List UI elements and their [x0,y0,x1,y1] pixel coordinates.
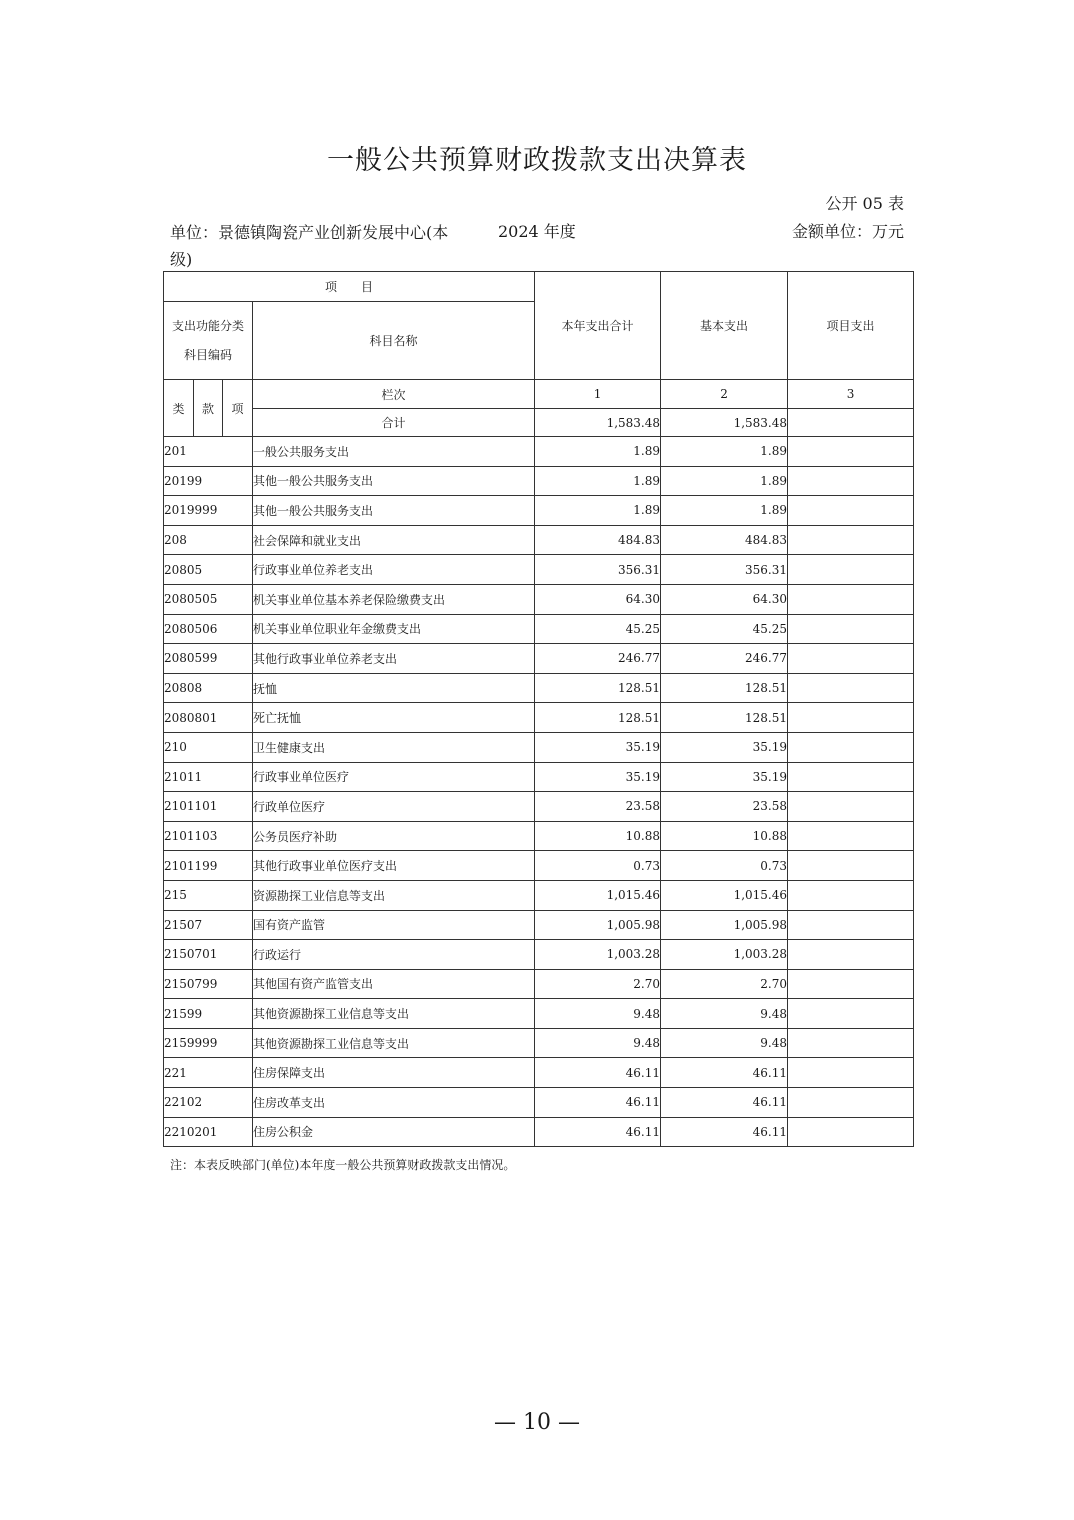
page-number: — 10 — [494,1410,580,1435]
row-name: 行政运行 [253,940,535,970]
row-basic: 10.88 [661,821,788,851]
table-row [164,644,914,674]
row-total: 64.30 [535,584,661,614]
row-total: 23.58 [535,792,661,822]
header-xiang: 项 [223,380,253,437]
row-project [788,614,914,644]
row-total: 128.51 [535,673,661,703]
row-project [788,880,914,910]
row-name: 行政事业单位养老支出 [253,555,535,585]
row-name: 死亡抚恤 [253,703,535,733]
table-row [164,732,914,762]
row-project [788,821,914,851]
row-project [788,644,914,674]
row-code: 21599 [164,999,253,1029]
header-func-code [164,302,253,380]
footnote: 注：本表反映部门(单位)本年度一般公共预算财政拨款支出情况。 [170,1158,516,1172]
row-basic: 46.11 [661,1058,788,1088]
row-code: 2101103 [164,821,253,851]
total-amount: 1,583.48 [535,409,661,437]
row-name: 其他行政事业单位医疗支出 [253,851,535,881]
row-name: 住房改革支出 [253,1088,535,1118]
row-basic: 23.58 [661,792,788,822]
row-total: 10.88 [535,821,661,851]
row-name: 其他行政事业单位养老支出 [253,644,535,674]
row-basic: 356.31 [661,555,788,585]
row-code: 2080599 [164,644,253,674]
row-total: 46.11 [535,1058,661,1088]
table-row [164,1028,914,1058]
total-label: 合计 [253,409,535,437]
row-code: 2019999 [164,496,253,526]
row-basic: 128.51 [661,673,788,703]
header-project-col: 项目支出 [788,272,914,380]
row-name: 机关事业单位职业年金缴费支出 [253,614,535,644]
row-total: 1.89 [535,437,661,467]
row-name: 社会保障和就业支出 [253,525,535,555]
row-total: 1,003.28 [535,940,661,970]
row-code: 2080506 [164,614,253,644]
row-project [788,703,914,733]
row-name: 资源勘探工业信息等支出 [253,880,535,910]
row-name: 国有资产监管 [253,910,535,940]
table-row [164,673,914,703]
row-project [788,1117,914,1147]
row-code: 21011 [164,762,253,792]
row-project [788,466,914,496]
table-row [164,851,914,881]
row-project [788,1058,914,1088]
row-total: 2.70 [535,969,661,999]
row-basic: 1.89 [661,437,788,467]
header-col2: 2 [661,380,788,409]
row-project [788,851,914,881]
year-label: 2024 年度 [498,222,576,241]
row-code: 2101199 [164,851,253,881]
row-name: 卫生健康支出 [253,732,535,762]
row-code: 2150799 [164,969,253,999]
table-row [164,999,914,1029]
row-name: 其他资源勘探工业信息等支出 [253,999,535,1029]
table-row [164,1088,914,1118]
row-name: 其他一般公共服务支出 [253,466,535,496]
row-total: 1.89 [535,466,661,496]
table-row [164,1058,914,1088]
table-row [164,496,914,526]
row-basic: 1,003.28 [661,940,788,970]
row-total: 1.89 [535,496,661,526]
header-total-col: 本年支出合计 [535,272,661,380]
row-basic: 246.77 [661,644,788,674]
row-name: 其他国有资产监管支出 [253,969,535,999]
table-row [164,880,914,910]
row-project [788,969,914,999]
row-basic: 1,015.46 [661,880,788,910]
row-basic: 1.89 [661,466,788,496]
table-row [164,466,914,496]
row-code: 201 [164,437,253,467]
row-total: 484.83 [535,525,661,555]
row-total: 128.51 [535,703,661,733]
row-name: 行政单位医疗 [253,792,535,822]
row-basic: 128.51 [661,703,788,733]
row-code: 221 [164,1058,253,1088]
row-code: 2150701 [164,940,253,970]
header-subject-name: 科目名称 [253,302,535,380]
table-row [164,555,914,585]
row-total: 46.11 [535,1117,661,1147]
row-total: 9.48 [535,1028,661,1058]
row-project [788,762,914,792]
row-total: 46.11 [535,1088,661,1118]
row-code: 215 [164,880,253,910]
header-basic-col: 基本支出 [661,272,788,380]
row-name: 其他资源勘探工业信息等支出 [253,1028,535,1058]
row-code: 2080505 [164,584,253,614]
amount-unit: 金额单位：万元 [791,222,904,241]
row-total: 0.73 [535,851,661,881]
row-project [788,792,914,822]
row-code: 20808 [164,673,253,703]
row-code: 20199 [164,466,253,496]
row-basic: 46.11 [661,1088,788,1118]
row-total: 1,005.98 [535,910,661,940]
row-total: 1,015.46 [535,880,661,910]
row-project [788,673,914,703]
row-name: 住房保障支出 [253,1058,535,1088]
table-row [164,792,914,822]
row-name: 机关事业单位基本养老保险缴费支出 [253,584,535,614]
row-total: 35.19 [535,732,661,762]
row-project [788,555,914,585]
row-name: 一般公共服务支出 [253,437,535,467]
row-basic: 9.48 [661,999,788,1029]
row-name: 住房公积金 [253,1117,535,1147]
row-code: 20805 [164,555,253,585]
row-code: 208 [164,525,253,555]
unit-label: 单位：景德镇陶瓷产业创新发展中心(本级) [170,223,449,269]
row-total: 35.19 [535,762,661,792]
row-basic: 2.70 [661,969,788,999]
row-name: 抚恤 [253,673,535,703]
row-project [788,496,914,526]
table-row [164,525,914,555]
table-row [164,584,914,614]
header-col1: 1 [535,380,661,409]
row-basic: 46.11 [661,1117,788,1147]
page-title: 一般公共预算财政拨款支出决算表 [327,145,747,176]
row-project [788,584,914,614]
total-project [788,409,914,437]
row-code: 2101101 [164,792,253,822]
row-project [788,999,914,1029]
row-name: 其他一般公共服务支出 [253,496,535,526]
row-basic: 35.19 [661,732,788,762]
table-row [164,910,914,940]
row-project [788,1028,914,1058]
row-basic: 9.48 [661,1028,788,1058]
row-basic: 1,005.98 [661,910,788,940]
row-name: 行政事业单位医疗 [253,762,535,792]
row-basic: 45.25 [661,614,788,644]
row-project [788,437,914,467]
table-row [164,703,914,733]
header-kuan: 款 [194,380,223,437]
row-project [788,732,914,762]
header-func-code-line2: 科目编码 [183,347,232,362]
row-total: 246.77 [535,644,661,674]
row-basic: 35.19 [661,762,788,792]
table-row [164,614,914,644]
table-row [164,437,914,467]
row-basic: 64.30 [661,584,788,614]
row-basic: 484.83 [661,525,788,555]
row-code: 21507 [164,910,253,940]
table-row [164,1117,914,1147]
row-total: 356.31 [535,555,661,585]
budget-table [163,271,914,1147]
table-row [164,821,914,851]
row-project [788,525,914,555]
row-code: 210 [164,732,253,762]
row-code: 2159999 [164,1028,253,1058]
row-basic: 0.73 [661,851,788,881]
row-name: 公务员医疗补助 [253,821,535,851]
row-code: 2080801 [164,703,253,733]
row-total: 45.25 [535,614,661,644]
table-row [164,762,914,792]
row-code: 2210201 [164,1117,253,1147]
row-project [788,940,914,970]
header-lei: 类 [164,380,194,437]
header-col3: 3 [788,380,914,409]
row-project [788,910,914,940]
row-project [788,1088,914,1118]
header-item: 项 目 [164,272,535,302]
row-total: 9.48 [535,999,661,1029]
row-basic: 1.89 [661,496,788,526]
total-basic: 1,583.48 [661,409,788,437]
table-row [164,969,914,999]
header-lanci: 栏次 [253,380,535,409]
header-func-code-line1: 支出功能分类 [171,318,244,333]
row-code: 22102 [164,1088,253,1118]
table-row [164,940,914,970]
form-code: 公开 05 表 [825,194,904,213]
